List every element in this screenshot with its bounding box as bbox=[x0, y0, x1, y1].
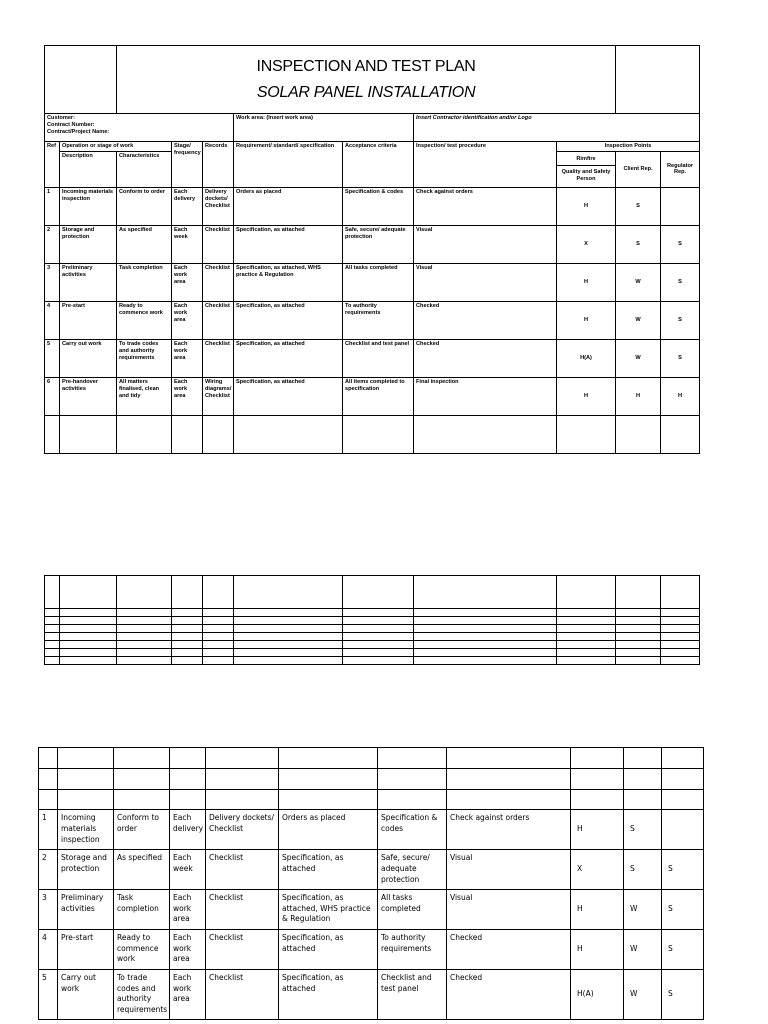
table-row: 3 Preliminary activities Task completion Each work area Checklist Specification, as attached, WHS practice & Regulation All tasks completed Visual H W S bbox=[39, 889, 704, 929]
header-ref: Ref bbox=[45, 142, 60, 188]
table-row: 5 Carry out work To trade codes and authority requirements Each work area Checklist Specification, as attached Checklist and test panel Checked H(A) W S bbox=[45, 339, 700, 377]
header-operation: Operation or stage of work bbox=[60, 142, 172, 152]
inspection-test-plan-table bbox=[44, 45, 700, 454]
table-row: 1 Incoming materials inspection Conform to order Each delivery Delivery dockets/ Checklist Orders as placed Specification & codes Check against orders H S bbox=[45, 187, 700, 225]
customer-label: Customer: bbox=[47, 115, 75, 121]
contractor-cell bbox=[414, 114, 700, 142]
table-row: 6 Pre-handover activities All matters finalised, clean and tidy Each work area Wiring diagrams/ Checklist Specification, as attached All items completed to specification Final inspection H H H bbox=[45, 377, 700, 415]
header-procedure: Inspection/ test procedure bbox=[414, 142, 557, 188]
header-records: Records bbox=[203, 142, 234, 188]
work-area-cell bbox=[234, 114, 414, 142]
customer-info bbox=[45, 114, 234, 142]
header-regulator: Regulator Rep. bbox=[661, 151, 700, 187]
table-row: 2 Storage and protection As specified Each week Checklist Specification, as attached Safe, secure/ adequate protection Visual X S S bbox=[45, 225, 700, 263]
logo-cell-right bbox=[616, 46, 700, 114]
header-characteristics: Characteristics bbox=[117, 151, 172, 187]
table-row: 5 Carry out work To trade codes and authority requirements Each work area Checklist Specification, as attached Checklist and test panel Checked H(A) W S bbox=[39, 969, 704, 1020]
header-client: Client Rep. bbox=[616, 151, 661, 187]
work-area-label: Work area: (Insert work area) bbox=[236, 115, 313, 121]
title-block bbox=[117, 46, 616, 114]
header-requirement: Requirement/ standard/ specification bbox=[234, 142, 343, 188]
table-row-empty bbox=[45, 415, 700, 453]
page-subtitle: SOLAR PANEL INSTALLATION bbox=[256, 83, 476, 101]
contract-number-label: Contract Number: bbox=[47, 121, 95, 128]
header-quality: Quality and Safety Person bbox=[561, 169, 611, 183]
table-row: 4 Pre-start Ready to commence work Each work area Checklist Specification, as attached To authority requirements Checked H W S bbox=[45, 301, 700, 339]
page-title: INSPECTION AND TEST PLAN bbox=[256, 57, 476, 75]
table-row: 4 Pre-start Ready to commence work Each work area Checklist Specification, as attached To authority requirements Checked H W S bbox=[39, 929, 704, 969]
header-stage: Stage/ frequency bbox=[172, 142, 203, 188]
header-inspection-points: Inspection Points bbox=[557, 142, 700, 152]
empty-grid-table bbox=[44, 575, 700, 665]
table-row: 2 Storage and protection As specified Each week Checklist Specification, as attached Safe, secure/ adequate protection Visual X S S bbox=[39, 850, 704, 890]
logo-cell-left bbox=[45, 46, 117, 114]
table-row: 1 Incoming materials inspection Conform to order Each delivery Delivery dockets/ Checklist Orders as placed Specification & codes Check against orders H S bbox=[39, 810, 704, 850]
header-rimfire-group bbox=[557, 151, 616, 187]
header-rimfire: Rimfire bbox=[557, 153, 615, 167]
header-acceptance: Acceptance criteria bbox=[343, 142, 414, 188]
inspection-table-repeat bbox=[38, 747, 704, 1020]
header-description: Description bbox=[60, 151, 117, 187]
contractor-label: Insert Contractor identification and/or Logo bbox=[416, 115, 532, 121]
table-row: 3 Preliminary activities Task completion Each work area Checklist Specification, as attached, WHS practice & Regulation All tasks completed Visual H W S bbox=[45, 263, 700, 301]
contract-project-label: Contract/Project Name: bbox=[47, 128, 110, 135]
